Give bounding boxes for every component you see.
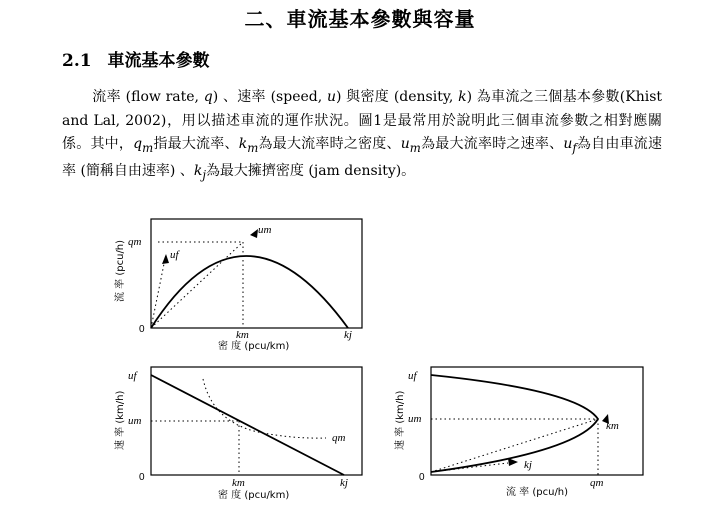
para-text: ) 與密度 (density,: [335, 89, 459, 105]
label-uf: uf: [408, 370, 417, 382]
para-text: 為自由車流速率 (簡稱自由速率) 、: [62, 136, 663, 180]
para-text: ) 、速率 (speed,: [212, 89, 327, 105]
label-um: um: [258, 224, 272, 236]
label-kj: kj: [524, 459, 532, 471]
y-axis-label: 速 率 (km/h): [115, 390, 126, 450]
subscript-j: j: [202, 168, 206, 183]
subscript-m: m: [247, 140, 259, 155]
label-um: um: [408, 413, 422, 425]
um-ray: [151, 242, 243, 328]
origin-zero: 0: [139, 324, 145, 335]
para-text: 為最大流率時之速率、: [420, 136, 564, 152]
label-km: km: [232, 477, 245, 489]
x-axis-label: 密 度 (pcu/km): [218, 490, 290, 501]
symbol-u: u: [563, 136, 573, 152]
subsection-title: 車流基本參數: [107, 51, 210, 71]
speed-density-line: [151, 375, 344, 475]
origin-zero: 0: [139, 472, 145, 483]
symbol-k: k: [193, 163, 203, 180]
para-text: 指最大流率、: [153, 136, 239, 152]
label-um: um: [128, 415, 142, 427]
label-qm: qm: [332, 432, 346, 444]
para-text: 流率 (flow rate,: [92, 89, 204, 105]
subscript-m: m: [142, 140, 154, 155]
km-ray: [431, 419, 598, 472]
kj-arrow-icon: [508, 458, 518, 466]
para-text: 為最大擁擠密度 (jam density)。: [205, 163, 416, 180]
subscript-f: f: [572, 140, 577, 155]
label-km: km: [236, 329, 249, 341]
symbol-q: q: [203, 89, 213, 105]
symbol-u: u: [400, 136, 410, 152]
x-axis-label: 流 率 (pcu/h): [506, 487, 569, 498]
speed-flow-curve: [431, 375, 598, 472]
y-axis-label: 流 率 (pcu/h): [115, 239, 126, 302]
symbol-q: q: [133, 136, 143, 152]
figure-flow-density: [108, 214, 368, 354]
symbol-k: k: [458, 89, 467, 105]
label-kj: kj: [340, 477, 348, 489]
para-text: ) 為車流之三個基本參數(Khist and Lal, 2002)，用以描述車流的運作狀況。圖1是最常用於說明此三個車流參數之相對應關係。其中，: [62, 89, 663, 152]
subsection-heading: [62, 46, 210, 71]
label-uf: uf: [128, 370, 137, 382]
uf-arrow-icon: [162, 254, 169, 264]
y-axis-label: 速 率 (km/h): [395, 390, 406, 450]
figure-speed-flow: [388, 362, 658, 507]
um-arrow-icon: [250, 229, 258, 238]
origin-zero: 0: [419, 472, 425, 483]
body-paragraph: [62, 86, 662, 188]
section-title: 二、車流基本參數與容量: [244, 7, 476, 31]
figure-speed-density: [108, 362, 368, 507]
label-kj: kj: [344, 329, 352, 341]
para-text: 為最大流率時之密度、: [258, 136, 401, 152]
symbol-u: u: [326, 89, 336, 105]
label-qm: qm: [128, 236, 142, 248]
subscript-m: m: [409, 140, 421, 155]
label-km: km: [606, 420, 619, 432]
flow-density-curve: [151, 256, 348, 328]
qm-dotted-curve: [203, 379, 326, 438]
symbol-k: k: [238, 136, 248, 152]
subsection-number: 2.1: [62, 51, 92, 71]
label-uf: uf: [170, 249, 179, 261]
x-axis-label: 密 度 (pcu/km): [218, 341, 290, 352]
label-qm: qm: [590, 477, 604, 489]
